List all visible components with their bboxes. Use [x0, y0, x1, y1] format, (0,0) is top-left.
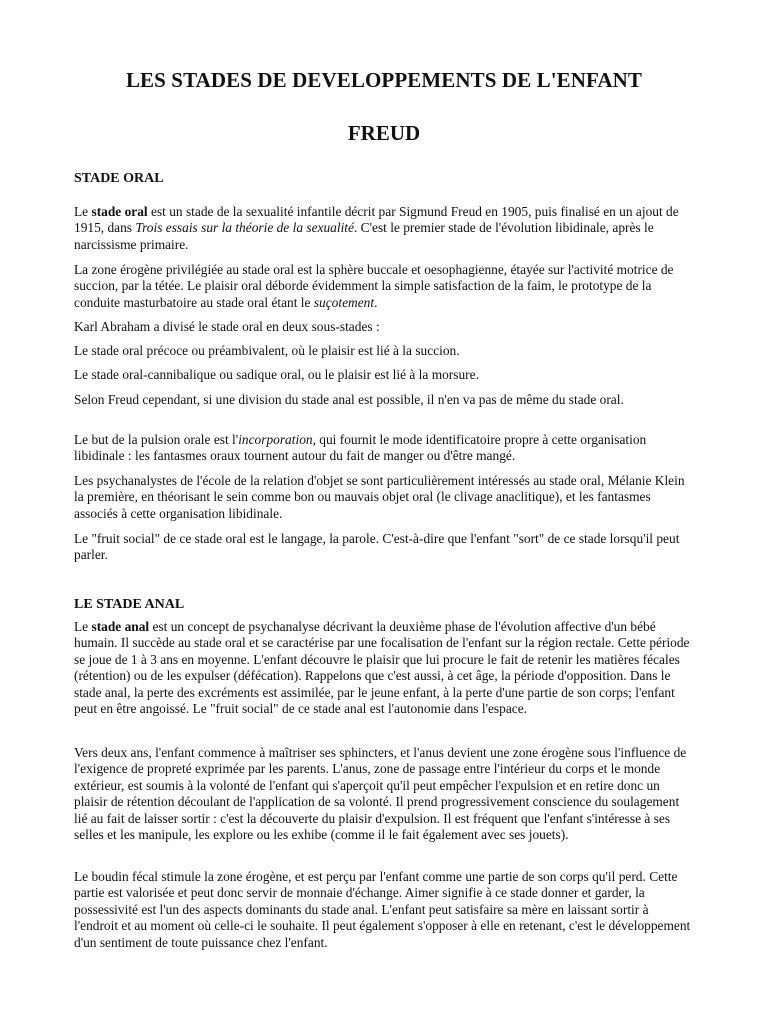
paragraph: Karl Abraham a divisé le stade oral en deux sous-stades : [74, 319, 380, 334]
term-bold: stade oral [91, 204, 148, 219]
paragraph-text: , qui fournit le mode identificatoire propre à cette organisation libidinale : les fantasmes oraux tournent autour du fait de manger ou d'être mangé. [74, 432, 647, 464]
term-bold: stade anal [91, 619, 150, 634]
paragraph: Selon Freud cependant, si une division du stade anal est possible, il n'en va pas de même du stade oral. [74, 392, 624, 407]
document-subtitle: FREUD [347, 121, 421, 145]
paragraph: Le "fruit social" de ce stade oral est le langage, la parole. C'est-à-dire que l'enfant "sort" de ce stade lorsqu'il peut parler. [74, 531, 680, 563]
paragraph-text: est un stade de la sexualité infantile décrit par Sigmund Freud en 1905, puis finalisé en un ajout de 1915, dans [74, 204, 679, 236]
paragraph: Vers deux ans, l'enfant commence à maîtriser ses sphincters, et l'anus devient une zone érogène sous l'influence de l'exigence de propreté exprimée par les parents. L'anus, zone de passage entre l'intérieur du corps et le monde extérieur, est soumis à la volonté de l'enfant qui s'aperçoit qu'il peut empêcher l'expulsion et en retire donc un plaisir de rétention découlant de l'application de sa volonté. Il prend progressivement conscience du soulagement lié au fait de laisser sortir : c'est la découverte du plaisir d'expulsion. Il est fréquent que l'enfant s'intéresse à ses selles et les manipule, les explore ou les exhibe (comme il le fait également avec ses jouets). [74, 745, 687, 843]
paragraph: Le stade oral précoce ou préambivalent, où le plaisir est lié à la succion. [74, 343, 460, 358]
paragraph-text: . [374, 294, 378, 310]
section-heading-stade-anal: LE STADE ANAL [74, 597, 185, 612]
paragraph-text: Le [74, 619, 92, 634]
paragraph [74, 204, 694, 253]
section-heading-stade-oral: STADE ORAL [74, 171, 164, 186]
paragraph-text: La zone érogène privilégiée au stade oral est la sphère buccale et oesophagienne, étayée sur l'activité motrice de succion, par la tétée. Le plaisir oral déborde évidemment la simple satisfaction de la faim, le prototype de la conduite masturbatoire au stade oral étant le [74, 262, 674, 310]
paragraph [74, 262, 694, 311]
paragraph [74, 619, 694, 717]
paragraph-text: est un concept de psychanalyse décrivant la deuxième phase de l'évolution affective d'un bébé humain. Il succède au stade oral et se caractérise par une focalisation de l'enfant sur la région rectale. Cette période se joue de 1 à 3 ans en moyenne. L'enfant découvre le plaisir que lui procure le fait de retenir les matières fécales (rétention) ou de les expulser (défécation). Rappelons que c'est aussi, à cet âge, la période d'opposition. Dans le stade anal, la perte des excréments est assimilée, par le jeune enfant, à la perte d'une partie de son corps; l'enfant peut en être angoissé. Le "fruit social" de ce stade anal est l'autonomie dans l'espace. [74, 619, 690, 717]
term-italic: incorporation [238, 432, 313, 447]
paragraph-text: Le but de la pulsion orale est l' [74, 432, 239, 447]
paragraph: Le stade oral-cannibalique ou sadique oral, ou le plaisir est lié à la morsure. [74, 367, 479, 382]
document-title: LES STADES DE DEVELOPPEMENTS DE L'ENFANT [125, 68, 643, 92]
paragraph: Le boudin fécal stimule la zone érogène, et est perçu par l'enfant comme une partie de son corps qu'il perd. Cette partie est valorisée et peut donc servir de monnaie d'échange. Aimer signifie à ce stade donner et garder, la possessivité est l'un des aspects dominants du stade anal. L'enfant peut satisfaire sa mère en laissant sortir à l'endroit et au moment où celle-ci le souhaite. Il peut également s'opposer à elle en retenant, c'est le développement d'un sentiment de toute puissance chez l'enfant. [74, 869, 691, 950]
paragraph-text: Le [74, 204, 92, 219]
book-title-italic: Trois essais sur la théorie de la sexualité [135, 220, 354, 236]
paragraph [74, 432, 694, 465]
paragraph: Les psychanalystes de l'école de la relation d'objet se sont particulièrement intéressés au stade oral, Mélanie Klein la première, en théorisant le sein comme bon ou mauvais objet oral (le clivage anaclitique), et les fantasmes associés à cette organisation libidinale. [74, 473, 685, 521]
paragraph-text: . C'est le premier stade de l'évolution libidinale, après le narcissisme primaire. [74, 220, 654, 252]
term-italic: suçotement [313, 294, 375, 310]
